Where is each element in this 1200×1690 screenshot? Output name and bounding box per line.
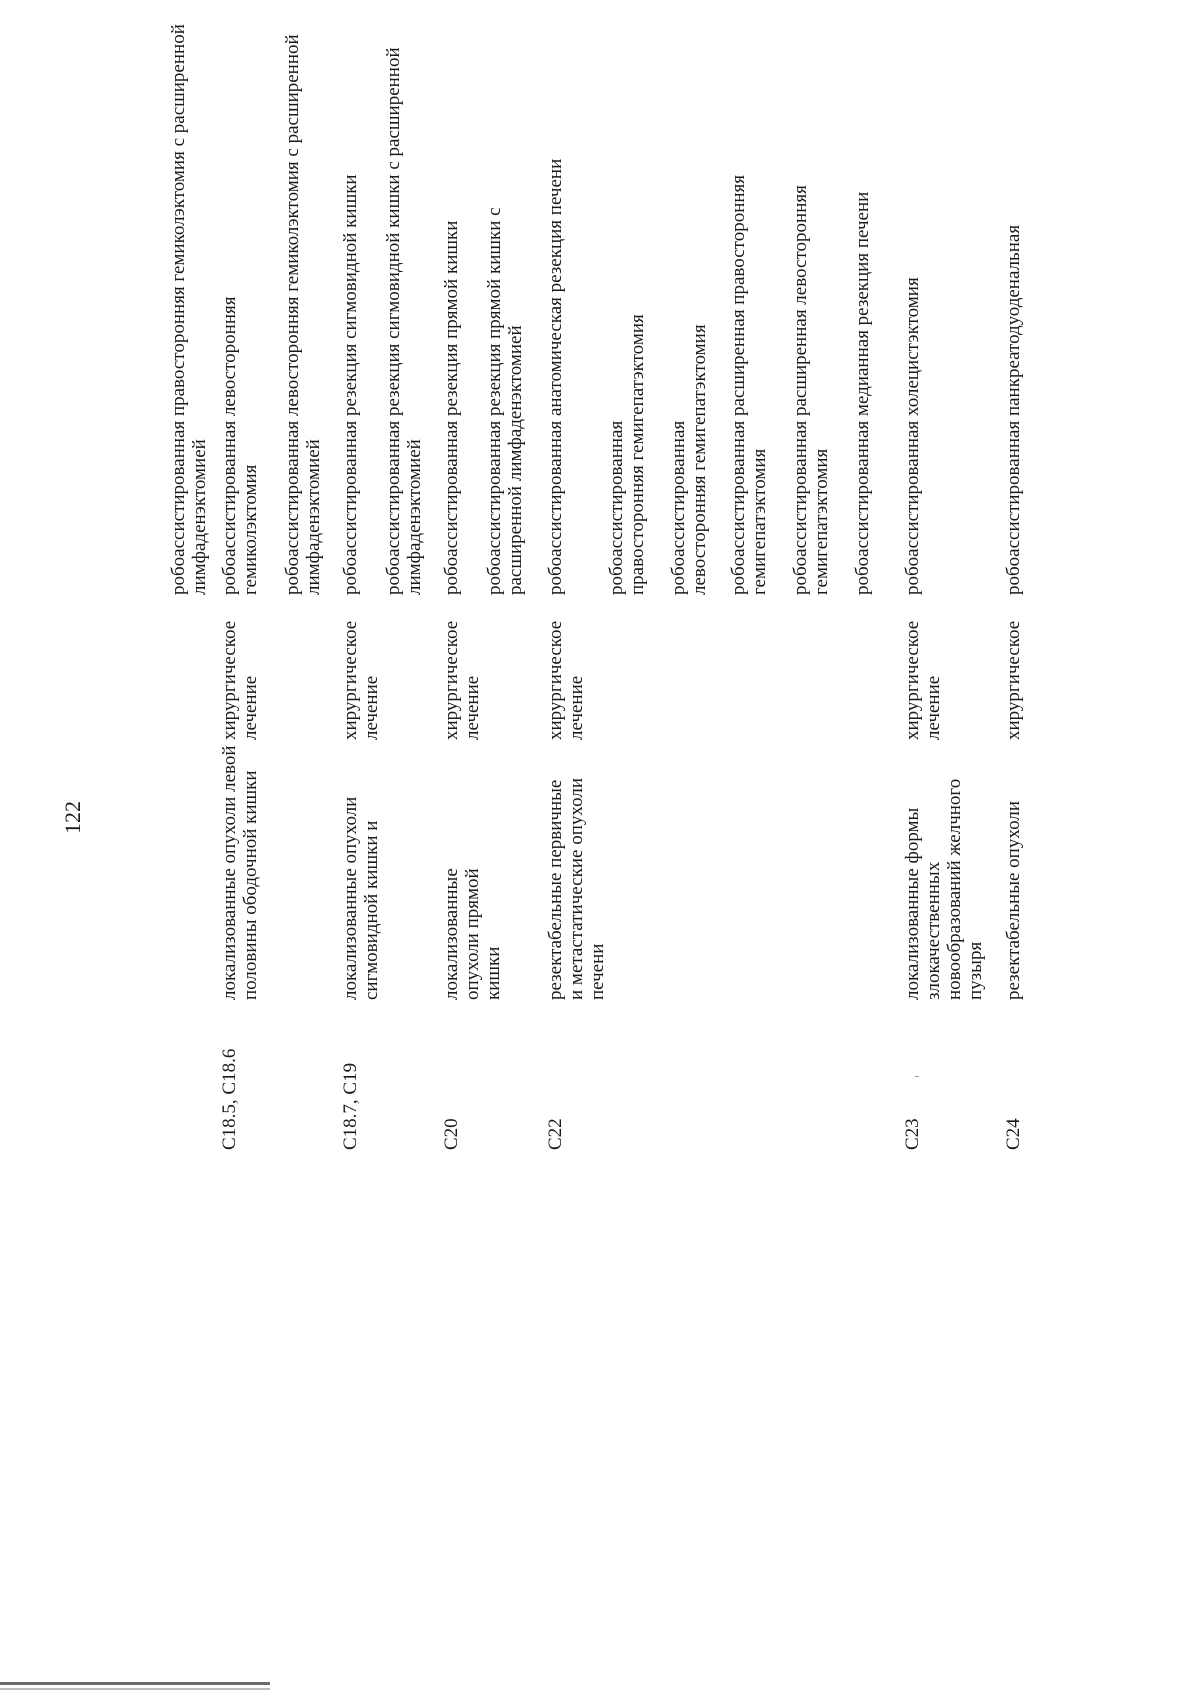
- row-code: C22: [545, 1118, 566, 1150]
- row-diagnosis: локализованные формы злокачественных новообразований желчного пузыря: [902, 778, 986, 1000]
- page-number: 122: [60, 801, 85, 834]
- preceding-procedure: робоассистированная правосторонняя гемиколэктомия с расширенной лимфаденэктомией: [168, 24, 210, 595]
- row-code: C23: [902, 1118, 923, 1150]
- row-code: C24: [1003, 1118, 1024, 1150]
- row-procedure: робоассистированная резекция прямой кишки с расширенной лимфаденэктомией: [484, 207, 526, 595]
- row-procedure: робоассистированная резекция сигмовидной кишки с расширенной лимфаденэктомией: [383, 47, 425, 595]
- scan-speck: [915, 1076, 919, 1077]
- row-procedure: робоассистированная панкреатодуоденальная: [1003, 224, 1024, 595]
- row-code: C20: [441, 1118, 462, 1150]
- row-treatment: хирургическое лечение: [441, 620, 483, 740]
- row-diagnosis: резектабельные первичные и метастатические опухоли печени: [545, 777, 608, 1000]
- row-diagnosis: локализованные опухоли левой половины ободочной кишки: [219, 745, 261, 1000]
- scan-edge-line: [0, 1682, 270, 1685]
- row-treatment: хирургическое лечение: [219, 620, 261, 740]
- row-code: C18.5, C18.6: [219, 1048, 240, 1150]
- row-procedure: робоассистированная левосторонняя гемиколэктомия с расширенной лимфаденэктомией: [282, 34, 324, 595]
- row-diagnosis: резектабельные опухоли: [1003, 800, 1024, 1000]
- row-treatment: хирургическое лечение: [340, 620, 382, 740]
- row-diagnosis: локализованные опухоли сигмовидной кишки и: [340, 796, 382, 1000]
- row-procedure: робоассистированная левосторонняя гемиколэктомия: [219, 296, 261, 595]
- row-treatment: хирургическое: [1003, 620, 1024, 740]
- row-procedure: робоассистированная расширенная левосторонняя гемигепатэктомия: [790, 185, 832, 595]
- row-procedure: робоассистированная расширенная правосторонняя гемигепатэктомия: [728, 174, 770, 595]
- row-code: C18.7, C19: [340, 1062, 361, 1150]
- row-diagnosis: локализованные опухоли прямой кишки: [441, 868, 504, 1000]
- row-treatment: хирургическое лечение: [902, 620, 944, 740]
- row-procedure: робоассистированная левосторонняя гемигепатэктомия: [668, 324, 710, 595]
- row-procedure: робоассистированная правосторонняя гемигепатэктомия: [606, 314, 648, 595]
- row-procedure: робоассистированная медианная резекция печени: [852, 191, 873, 595]
- row-treatment: хирургическое лечение: [545, 620, 587, 740]
- row-procedure: робоассистированная анатомическая резекция печени: [545, 158, 566, 595]
- row-procedure: робоассистированная резекция прямой кишки: [441, 220, 462, 595]
- row-procedure: робоассистированная резекция сигмовидной кишки: [340, 174, 361, 595]
- row-procedure: робоассистированная холецистэктомия: [902, 277, 923, 595]
